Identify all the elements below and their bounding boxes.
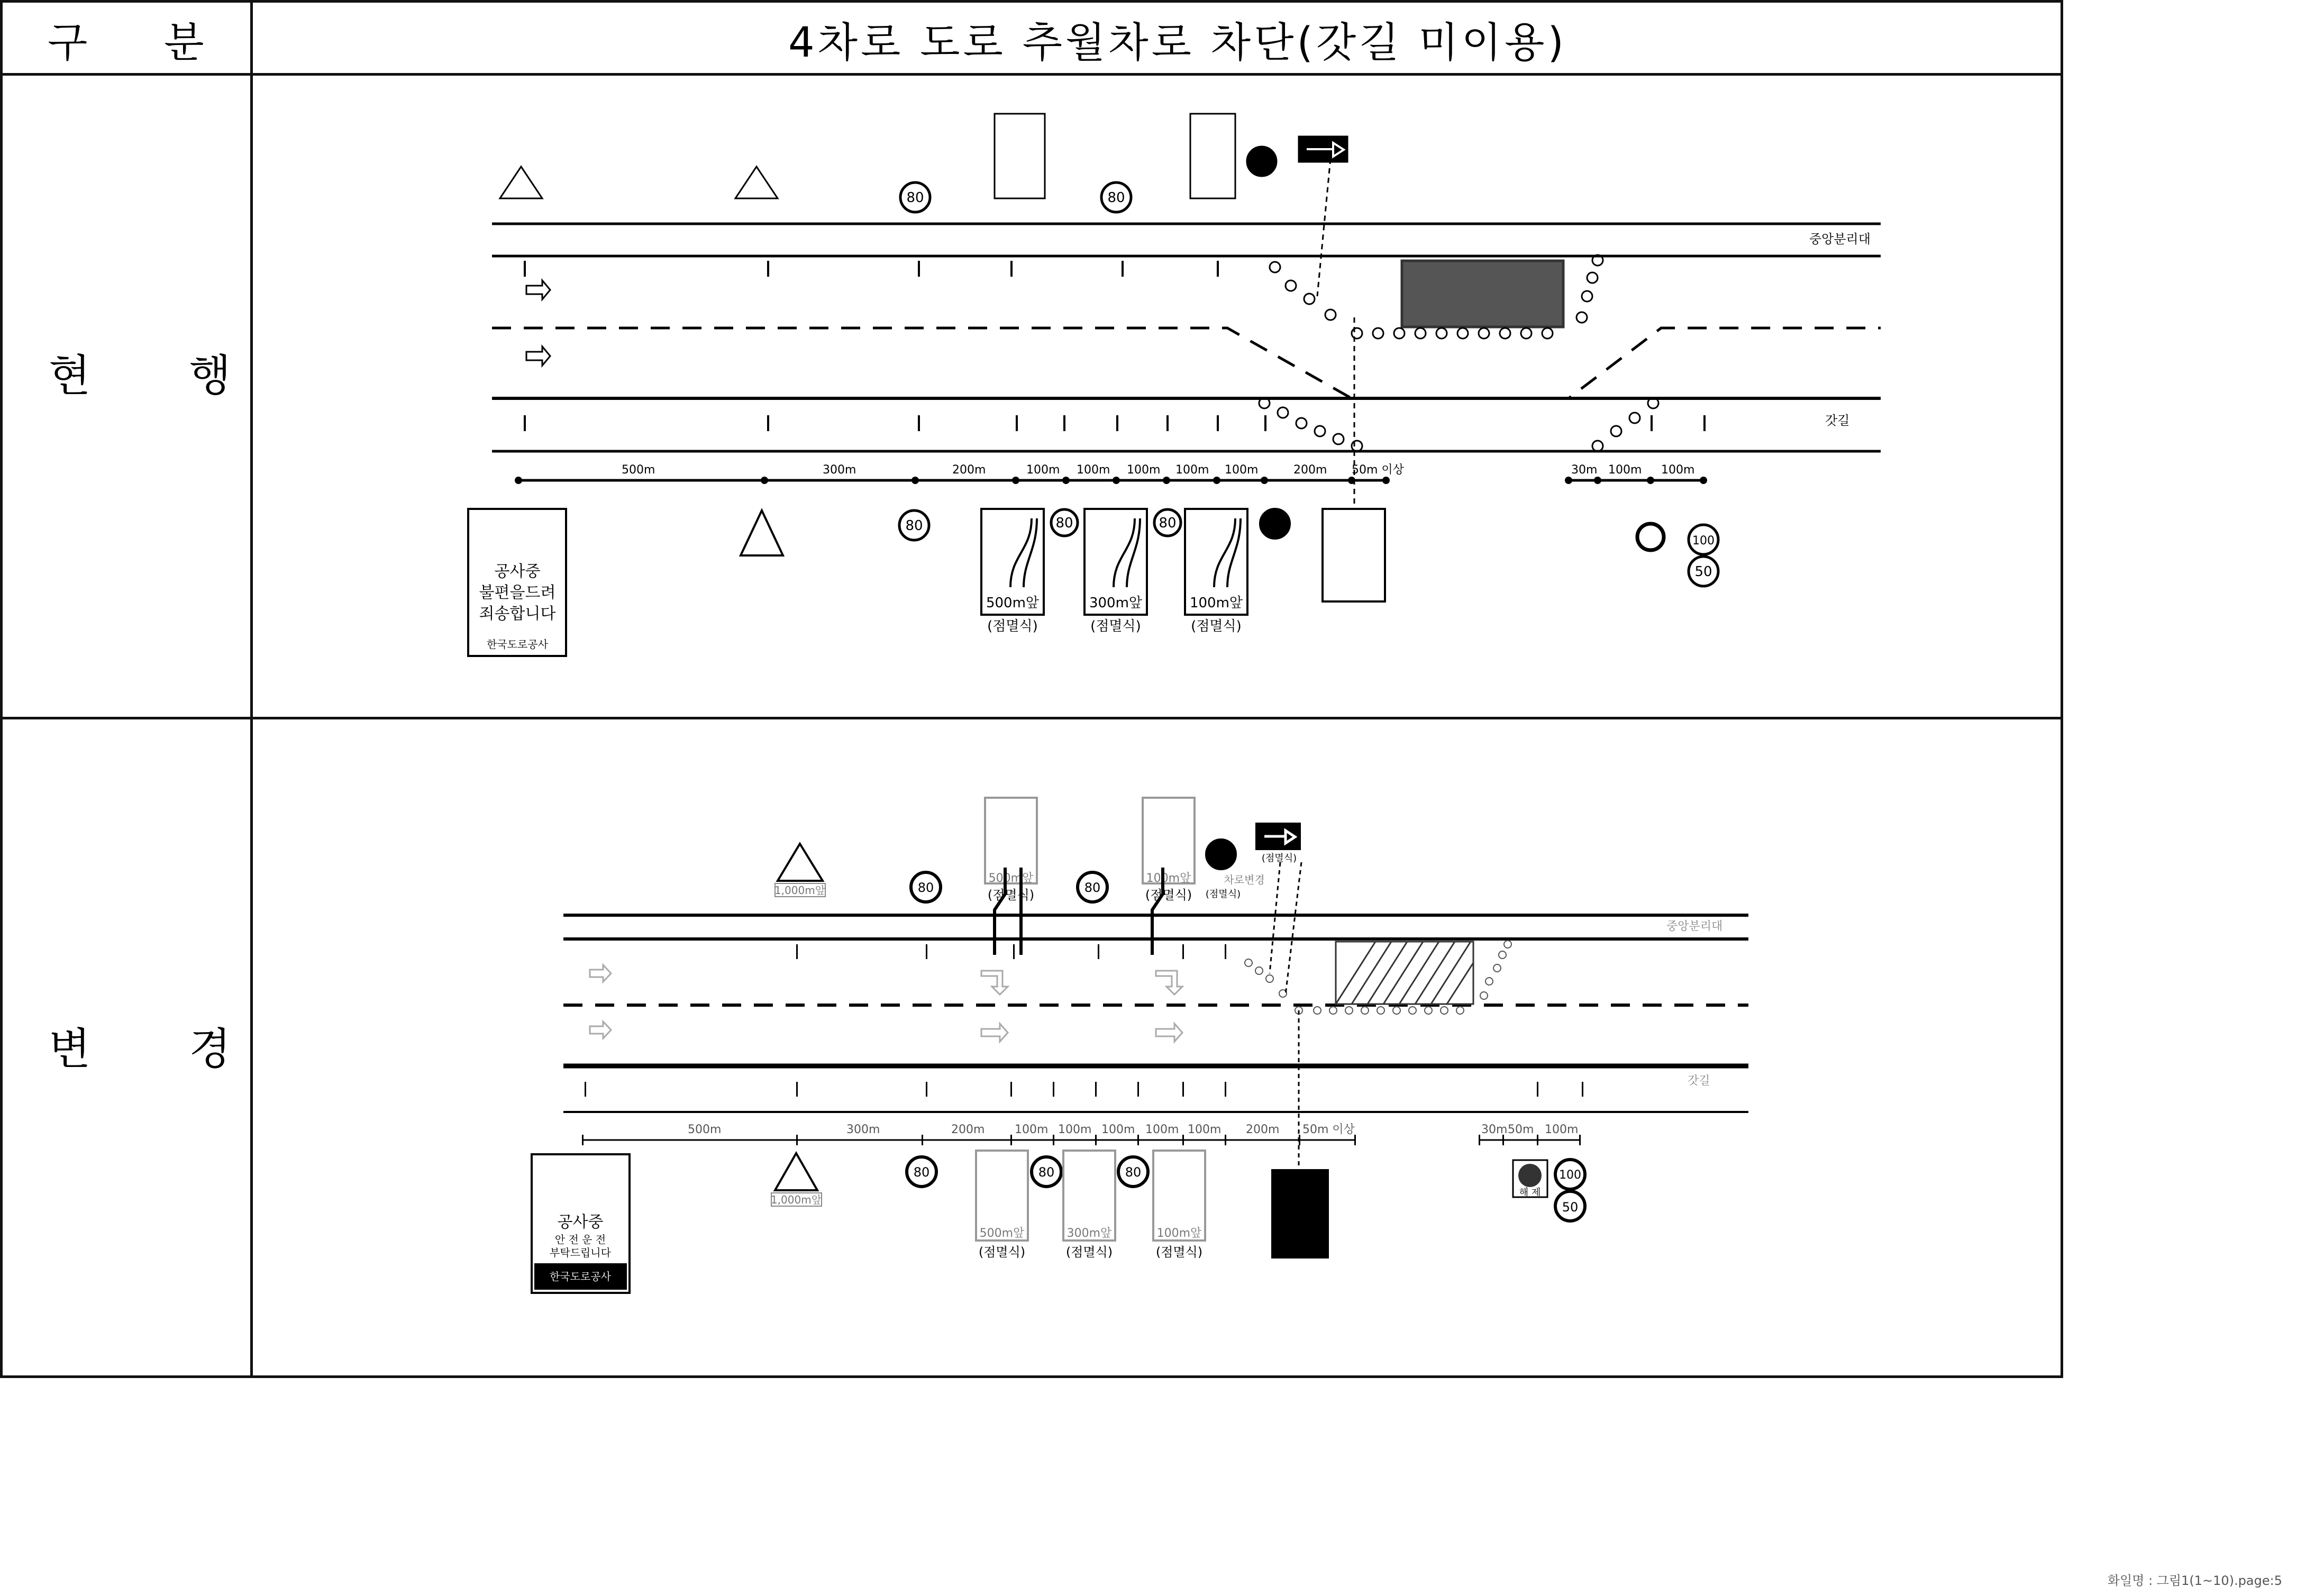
sign-org: 한국도로공사 <box>550 1270 611 1283</box>
lane-reduction-sign <box>1143 798 1195 883</box>
lane-reduction-sign <box>1190 114 1235 198</box>
flashing-label: (점멸식) <box>1090 618 1141 634</box>
sign-ahead-label: 100m앞 <box>1156 1227 1202 1240</box>
header-title: 4차로 도로 추월차로 차단(갓길 미이용) <box>788 19 1567 67</box>
dist-label: 100m <box>1015 1123 1049 1136</box>
speed-80: 80 <box>905 518 923 534</box>
sign-org: 한국도로공사 <box>487 638 548 651</box>
speed-release-icon <box>1518 1164 1542 1187</box>
flashing-label: (점멸식) <box>978 1245 1026 1260</box>
sign-ahead-label: 500m앞 <box>988 872 1034 885</box>
dist-label: 50m <box>1508 1123 1534 1136</box>
dist-label: 200m <box>1293 463 1327 477</box>
changed-diagram <box>0 719 2063 1378</box>
dist-label: 100m <box>1188 1123 1222 1136</box>
speed-80: 80 <box>917 880 934 895</box>
dist-label: 100m <box>1661 463 1695 477</box>
flashing-label: (점멸식) <box>1155 1245 1203 1260</box>
flashing-label: (점멸식) <box>1261 853 1297 864</box>
dist-label: 100m <box>1545 1123 1579 1136</box>
sign-title: 공사중 <box>494 562 541 581</box>
work-triangle-sign <box>778 844 823 881</box>
shoulder-label: 갓길 <box>1688 1074 1710 1088</box>
sign-ahead-label: 100m앞 <box>1146 872 1191 885</box>
current-ruler-labels <box>0 0 2063 719</box>
flashing-label: (점멸식) <box>987 618 1038 634</box>
dist-label: 200m <box>952 463 986 477</box>
sign-ahead-label: 1,000m앞 <box>774 884 826 897</box>
flashing-label: (점멸식) <box>1065 1245 1113 1260</box>
lane-change-sign <box>1247 147 1277 176</box>
sign-line2: 불편을드려 <box>479 583 556 602</box>
dist-label: 30m <box>1571 463 1598 477</box>
speed-100: 100 <box>1692 534 1715 548</box>
dist-label: 100m <box>1175 463 1209 477</box>
sign-ahead-label: 100m앞 <box>1189 595 1243 611</box>
speed-80: 80 <box>1055 515 1073 531</box>
dist-label: 100m <box>1058 1123 1092 1136</box>
sign-ahead-label: 300m앞 <box>1089 595 1143 611</box>
no-passing-sign <box>1637 524 1664 550</box>
header-category: 구 분 <box>48 19 236 67</box>
lane-reduction-sign <box>985 798 1037 883</box>
dist-label: 100m <box>1608 463 1642 477</box>
dist-label: 100m <box>1127 463 1161 477</box>
speed-50: 50 <box>1694 564 1712 580</box>
speed-80: 80 <box>913 1165 930 1180</box>
chevron-arrow-sign <box>1323 509 1385 601</box>
dist-label: 200m <box>1246 1123 1280 1136</box>
speed-80: 80 <box>1084 880 1101 895</box>
dist-label: 50m 이상 <box>1302 1123 1355 1136</box>
dist-label: 500m <box>622 463 655 477</box>
lane-change-sign <box>1260 509 1290 539</box>
speed-80: 80 <box>1038 1165 1055 1180</box>
speed-80: 80 <box>906 190 924 206</box>
lane-change-sign <box>1206 840 1236 869</box>
sign-ahead-label: 300m앞 <box>1067 1227 1112 1240</box>
sign-line3: 죄송합니다 <box>479 605 556 623</box>
sign-ahead-label: 1,000m앞 <box>770 1193 822 1206</box>
lane-reduction-sign <box>995 114 1045 198</box>
dist-label: 300m <box>823 463 856 477</box>
dist-label: 50m 이상 <box>1352 463 1404 477</box>
dist-label: 100m <box>1077 463 1110 477</box>
row-label-changed: 변 경 <box>49 1024 274 1074</box>
speed-100: 100 <box>1559 1169 1581 1182</box>
flashing-label: (점멸식) <box>1145 888 1192 902</box>
speed-50: 50 <box>1562 1200 1579 1215</box>
lane-change-label: 차로변경 <box>1224 873 1265 886</box>
dist-label: 100m <box>1145 1123 1179 1136</box>
flashing-label: (점멸식) <box>1205 889 1241 900</box>
work-triangle-sign <box>500 167 542 198</box>
dist-label: 100m <box>1225 463 1259 477</box>
dist-label: 100m <box>1101 1123 1135 1136</box>
speed-80: 80 <box>1159 515 1177 531</box>
work-triangle-sign <box>775 1153 817 1190</box>
work-triangle-sign <box>741 510 783 555</box>
row-label-current: 현 행 <box>49 351 274 401</box>
release-label: 해 제 <box>1519 1187 1541 1198</box>
median-label: 중앙분리대 <box>1666 920 1723 933</box>
flashing-label: (점멸식) <box>1191 618 1242 634</box>
speed-80: 80 <box>1125 1165 1142 1180</box>
sign-ahead-label: 500m앞 <box>979 1227 1025 1240</box>
median-label: 중앙분리대 <box>1809 232 1871 247</box>
dist-label: 30m <box>1481 1123 1508 1136</box>
dist-label: 500m <box>688 1123 722 1136</box>
sign-line2: 안 전 운 전 <box>554 1233 606 1246</box>
construction-info-sign <box>468 509 566 656</box>
dist-label: 200m <box>951 1123 985 1136</box>
dist-label: 300m <box>846 1123 880 1136</box>
flashing-label: (점멸식) <box>987 888 1035 902</box>
shoulder-label: 갓길 <box>1825 413 1850 428</box>
sign-line3: 부탁드립니다 <box>550 1246 611 1259</box>
chevron-arrow-sign <box>1272 1170 1328 1257</box>
footer-filename: 화일명 : 그림1(1~10).page:5 <box>2107 1573 2282 1588</box>
sign-ahead-label: 500m앞 <box>986 595 1040 611</box>
speed-80: 80 <box>1107 190 1125 206</box>
dist-label: 100m <box>1026 463 1060 477</box>
sign-title: 공사중 <box>557 1213 604 1232</box>
work-triangle-sign <box>735 167 778 198</box>
